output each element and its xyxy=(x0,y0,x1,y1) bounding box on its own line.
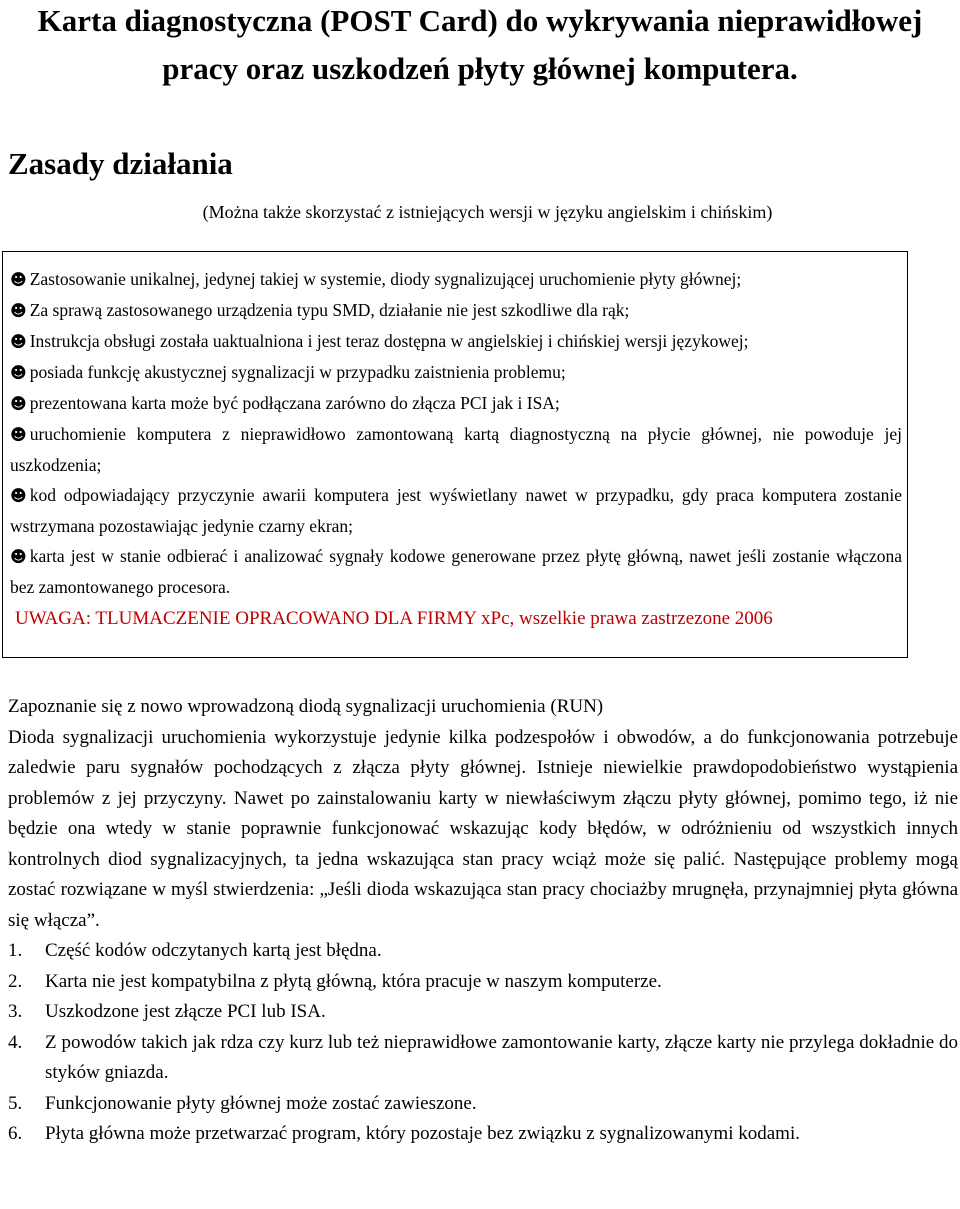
feature-item: ☻ kod odpowiadający przyczynie awarii komputera jest wyświetlany nawet w przypadku, gdy praca komputera zostanie wstrzymana pozostawiając jedynie czarny ekran; xyxy=(10,485,902,536)
issue-item: 3. Uszkodzone jest złącze PCI lub ISA. xyxy=(8,1001,326,1022)
issue-item: 5. Funkcjonowanie płyty głównej może zostać zawieszone. xyxy=(8,1092,477,1114)
smiley-bullet-icon: ☻ xyxy=(10,332,27,351)
smiley-bullet-icon: ☻ xyxy=(10,425,27,444)
feature-item: ☻ Za sprawą zastosowanego urządzenia typu SMD, działanie nie jest szkodliwe dla rąk; xyxy=(10,300,630,320)
run-diode-heading: Zapoznanie się z nowo wprowadzoną diodą sygnalizacji uruchomienia (RUN) xyxy=(8,696,604,717)
smiley-bullet-icon: ☻ xyxy=(10,270,27,289)
features-list xyxy=(10,264,902,636)
copyright-warning: UWAGA: TLUMACZENIE OPRACOWANO DLA FIRMY xPc, wszelkie prawa zastrzezone 2006 xyxy=(15,608,773,629)
issue-item: 1. Część kodów odczytanych kartą jest błędna. xyxy=(8,940,382,961)
feature-item: ☻ uruchomienie komputera z nieprawidłowo zamontowaną kartą diagnostyczną na płycie głównej, nie powoduje jej uszkodzenia; xyxy=(10,424,902,475)
smiley-bullet-icon: ☻ xyxy=(10,301,27,320)
run-diode-section xyxy=(8,692,958,1150)
smiley-bullet-icon: ☻ xyxy=(10,486,27,505)
issues-list xyxy=(8,936,958,1150)
language-note: (Można także skorzystać z istniejących wersji w języku angielskim i chińskim) xyxy=(202,202,773,222)
feature-item: ☻ posiada funkcję akustycznej sygnalizacji w przypadku zaistnienia problemu; xyxy=(10,362,566,382)
feature-item: ☻ prezentowana karta może być podłączana zarówno do złącza PCI jak i ISA; xyxy=(10,393,560,413)
issue-item: 2. Karta nie jest kompatybilna z płytą główną, która pracuje w naszym komputerze. xyxy=(8,970,662,992)
feature-item: ☻ Instrukcja obsługi została uaktualniona i jest teraz dostępna w angielskiej i chińskiej wersji językowej; xyxy=(10,331,749,351)
feature-item: ☻ Zastosowanie unikalnej, jedynej takiej w systemie, diody sygnalizującej uruchomienie płyty głównej; xyxy=(10,269,742,289)
features-box xyxy=(2,251,908,658)
run-diode-paragraph: Dioda sygnalizacji uruchomienia wykorzystuje jedynie kilka podzespołów i obwodów, a do funkcjonowania potrzebuje zaledwie paru sygnałów pochodzących z złącza płyty głównej. Istnieje niewielkie prawdopodobieństwo wystąpienia problemów z jej przyczyny. Nawet po zainstalowaniu karty w niewłaściwym złączu płyty głównej, pomimo tego, iż nie będzie ona wtedy w stanie poprawnie funkcjonować wskazując kody błędów, w odróżnieniu od wszystkich innych kontrolnych diod sygnalizacyjnych, ta jedna wskazująca stan pracy wciąż może się palić. Następujące problemy mogą zostać rozwiązane w myśl stwierdzenia: „Jeśli dioda wskazująca stan pracy chociażby mrugnęła, przynajmniej płyta główna się włącza”. xyxy=(8,726,958,931)
issue-item: 4. Z powodów takich jak rdza czy kurz lub też nieprawidłowe zamontowanie karty, złącze karty nie przylega dokładnie do styków gniazda. xyxy=(8,1031,958,1083)
feature-item: ☻ karta jest w stanie odbierać i analizować sygnały kodowe generowane przez płytę główną, nawet jeśli zostanie włączona bez zamontowanego procesora. xyxy=(10,546,902,597)
issue-item: 6. Płyta główna może przetwarzać program, który pozostaje bez związku z sygnalizowanymi kodami. xyxy=(8,1123,800,1144)
smiley-bullet-icon: ☻ xyxy=(10,394,27,413)
smiley-bullet-icon: ☻ xyxy=(10,547,27,566)
document-title: Karta diagnostyczna (POST Card) do wykrywania nieprawidłowej pracy oraz uszkodzeń płyty głównej komputera. xyxy=(37,3,923,86)
smiley-bullet-icon: ☻ xyxy=(10,363,27,382)
section-title: Zasady działania xyxy=(8,146,233,181)
